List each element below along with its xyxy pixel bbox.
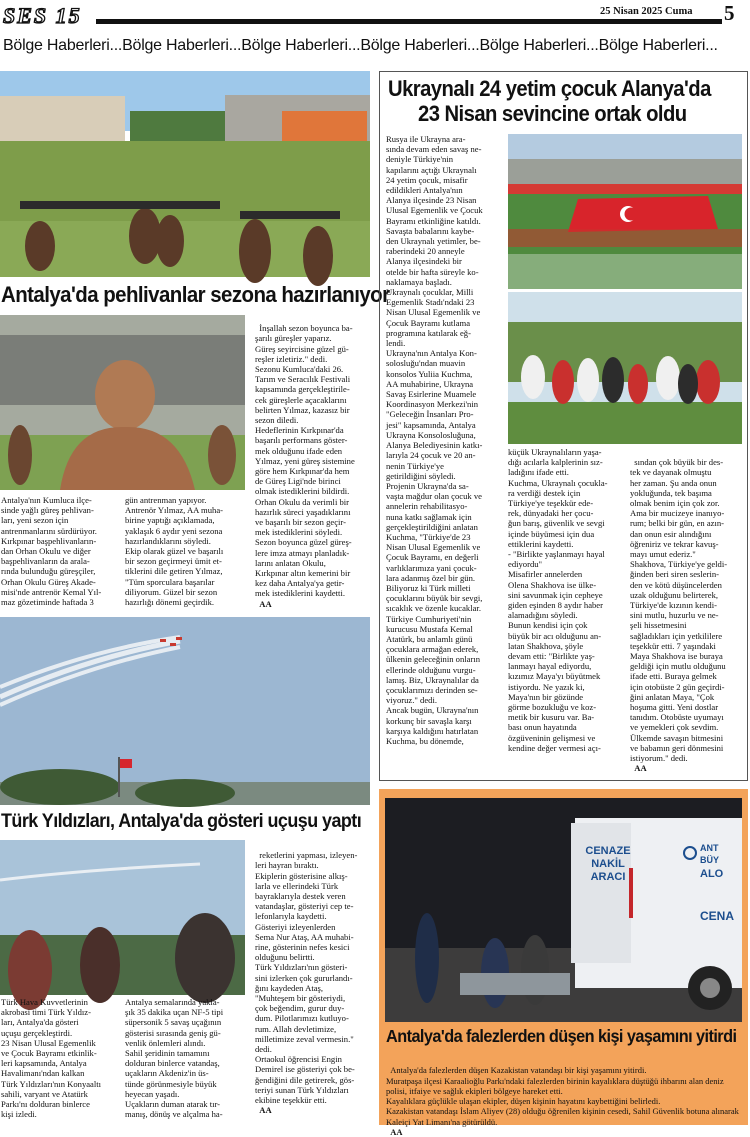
wrestler-portrait-photo <box>0 315 245 490</box>
masthead-rule <box>96 19 722 24</box>
wrestling-column-2: gün antrenman yapıyor. Antrenör Yılmaz, AA muha- birine yaptığı açıklamada, yaklaşık 6 aydır yeni sezona hazırlandıklarını söyledi. Ekip olarak güzel ve başarılı bir sezon geçirmeyi ümit et- tiklerini dile getiren Yılmaz, "Tüm sporculara başarılar diliyorum. Güzel bir sezon hazırlığı dönemi geçirdik. <box>125 495 224 608</box>
children-headline-line-2: 23 Nisan sevincine ortak oldu <box>418 101 687 126</box>
van-side-lettering <box>700 842 742 922</box>
stadium-flag-photo <box>508 134 742 289</box>
children-column-1: Rusya ile Ukrayna ara- sında devam eden savaş ne- deniyle Türkiye'nin kapılarını açtığı Ukraynalı 24 yetim çocuk, misafir edildikleri Antalya'nın Alanya ilçesinde 23 Nisan Ulusal Egemenlik ve Çocuk Bayramı etkinliğine katıldı. Savaşta babalarını kaybe- den Ukraynalı yetimler, be- raberindeki 20 anneyle Alanya ilçesindeki bir otelde bir hafta süreyle ko- naklamaya başladı. Ukraynalı çocuklar, Milli Egemenlik Stadı'ndaki 23 Nisan Ulusal Egemenlik ve Çocuk Bayramı kutlama programına katılarak eğ- lendi. Ukrayna'nın Antalya Kon- solosluğu'ndan muavin konsolos Yuliia Kuchma, AA muhabirine, Ukrayna Savaş Esirlerine Muamele Koordinasyon Merkezi'nin "Geleceğin İnsanları Pro- jesi" kapsamında, Antalya Ukrayna Konsolosluğuna, Alanya Belediyesinin katkı- larıyla 24 çocuk ve 20 an- nenin Türkiye'ye getirildiğini söyledi. Projenin Ukrayna'da sa- vaşta mağdur olan çocuk ve annelerin rehabilitasyo- nuna katkı sağlamak için gerçekleştirildiğini anlatan Kuchma, "Türkiye'de 23 Nisan Ulusal Egemenlik ve Çocuk Bayramı, en değerli varlıklarımıza yani çocuk- lara adanmış özel bir gün. Biliyoruz ki Türk milleti çocuklarını büyük bir sevgi, sıcaklık ve özenle kucaklar. Türkiye Cumhuriyeti'nin kurucusu Mustafa Kemal Atatürk, bu anlamlı günü çocuklara armağan ederek, ülkenin geleceğinin onların ellerinde olduğunu vurgu- lamış. Biz, Ukraynalılar da çocuklarımızı derinden se- viyoruz." dedi. Ancak bugün, Ukrayna'nın korkunç bir savaşla karşı karşıya kaldığını hatırlatan Kuchma, bu dönemde, <box>386 134 483 746</box>
wrestling-headline: Antalya'da pehlivanlar sezona hazırlanıyor <box>1 282 390 307</box>
turk-stars-source: AA <box>259 1105 272 1116</box>
children-headline-line-1: Ukraynalı 24 yetim çocuk Alanya'da <box>388 76 711 101</box>
page-label: SES 15 <box>3 3 82 28</box>
wrestling-column-3-text: İnşallah sezon boyunca ba- şarılı güreşler yaparız. Güreş seyircisine güzel gü- reşler izletiriz." dedi. Sezonu Kumluca'daki 26. Tarım ve Seracılık Festivali kapsamında gerçekleştirile- cek güreşlerle açacaklarını belirten Yılmaz, kazasız bir sezon diledi. Hedeflerinin Kırkpınar'da başarılı performans göster- mek olduğunu ifade eden Yılmaz, yeni güreş sistemine göre hem Kırkpınar'da hem de Güreş Ligi'nde birinci olmak istediklerini bildirdi. Orhan Okulu da verimli bir hazırlık süreci yaşadıklarını ve başarılı bir sezon geçir- mek istediklerini söyledi. Sezon boyunca güzel güreş- lere imza atmayı planladık- larını anlatan Okulu, Kırkpınar altın kemerini bir kez daha Antalya'ya getir- mek istediklerini kaydetti. <box>255 323 355 599</box>
turk-stars-column-1: Türk Hava Kuvvetlerinin akrobasi timi Türk Yıldız- ları, Antalya'da gösteri uçuşu gerçekleştirdi. 23 Nisan Ulusal Egemenlik ve Çocuk Bayramı etkinlik- leri kapsamında, Antalya Havalimanı'ndan kalkan Türk Yıldızları'nın Konyaaltı sahili, varyant ve Atatürk Parkı'nı dolduran binlerce kişi izledi. <box>1 997 102 1120</box>
wrestling-column-3 <box>255 313 375 613</box>
wrestlers-photo <box>0 71 370 277</box>
cliff-headline: Antalya'da falezlerden düşen kişi yaşamını yitirdi <box>386 1026 737 1046</box>
funeral-vehicle-photo <box>385 798 742 1022</box>
van-side-line-1: ANT <box>700 843 719 853</box>
turk-stars-column-3-text: reketlerini yapması, izleyen- leri hayran bıraktı. Ekiplerin gösterisine alkış- larla ve ellerindeki Türk bayraklarıyla destek veren vatandaşlar, gösteriyi cep te- lefonlarıyla kaydetti. Gösteriyi izleyenlerden Sema Nur Ataş, AA muhabi- rine, gösterinin nefes kesici olduğunu belirtti. Türk Yıldızları'nın gösteri- sini izlerken çok gururlandı- ğını kaydeden Ataş, "Muhteşem bir gösteriydi, çok beğendim, gurur duy- dum. Pilotlarımızı kutluyo- rum. Allah devletimize, milletimize zeval vermesin." dedi. Ortaokul öğrencisi Engin Demirel ise gösteriyi çok be- ğendiğini dile getirerek, gös- teriyi sunan Türk Yıldızları ekibine teşekkür etti. <box>255 850 358 1106</box>
page-number: 5 <box>724 1 735 25</box>
cliff-source: AA <box>390 1127 403 1137</box>
van-sign-line-3: ARACI <box>590 871 626 883</box>
cliff-body-text: Antalya'da falezlerden düşen Kazakistan vatandaşı bir kişi yaşamını yitirdi. Muratpaşa ilçesi Karaalioğlu Parkı'ndaki falezlerden birinin kayalıklara düştüğü ihbarını alan deniz polisi, itfaiye ve sağlık ekipleri bölgeye hareket etti. Kayalıklara güçlükle ulaşan ekipler, düşen kişinin hayatını kaybettiğini belirledi. Kazakistan vatandaşı İslam Aliyev (28) olduğu öğrenilen kişinin cesedi, Sahil Güvenlik botuna alınarak Kaleiçi Yat Limanı'na götürüldü. <box>386 1065 739 1127</box>
masthead <box>0 0 750 32</box>
jets-photo <box>0 617 370 805</box>
children-column-2: küçük Ukraynalıların yaşa- dığı acılarla kalplerinin sız- ladığını ifade etti. Kuchma, Ukraynalı çocukla- ra verdiği destek için Türkiye'ye teşekkür ede- rek, dünyadaki her çocu- ğun barış, güvenlik ve sevgi içinde büyümesi için dua ettiklerini kaydetti. - "Birlikte yaşlanmayı hayal ediyordu" Misafirler annelerden Olena Shakhova ise ülke- sini savunmak için cepheye giden eşinden 8 aydır haber alamadığını söyledi. Bunun kendisi için çok büyük bir acı olduğunu an- latan Shakhova, şöyle devam etti: "Birlikte yaş- lanmayı hayal ediyordu, kızımız Maya'yı büyütmek istiyordu. Ne yazık ki, Maya'nın bir gözünde görme bozukluğu ve koz- metik bir kusuru var. Ba- bası onun hayatında özgüveninin gelişmesi ve kendine değer vermesi açı- <box>508 447 608 753</box>
van-rear-sign <box>577 845 639 884</box>
spectators-photo <box>0 840 245 995</box>
van-sign-line-1: CENAZE <box>585 845 631 857</box>
issue-date: 25 Nisan 2025 Cuma <box>600 6 693 17</box>
cliff-body <box>386 1055 744 1137</box>
van-side-line-4: CENA <box>700 909 735 923</box>
wrestling-column-1: Antalya'nın Kumluca ilçe- sinde yağlı güreş pehlivan- ları, yeni sezon için antrenmanlarını sürdürüyor. Kırkpınar başpehlivanların- dan Orhan Okulu ve diğer başpehlivanların da arala- rında bulunduğu güreşçiler, Orhan Okulu Güreş Akade- misi'nde antrenör Kemal Yıl- maz gözetiminde haftada 3 <box>1 495 102 608</box>
turk-stars-headline: Türk Yıldızları, Antalya'da gösteri uçuşu yaptı <box>1 810 362 832</box>
children-source: AA <box>634 763 647 774</box>
van-sign-line-2: NAKİL <box>591 858 625 870</box>
turk-stars-column-3 <box>255 840 375 1125</box>
van-side-line-3: ALO <box>700 868 724 880</box>
children-group-photo <box>508 292 742 444</box>
children-column-3 <box>630 447 745 779</box>
van-side-line-2: BÜY <box>700 855 720 865</box>
section-banner: Bölge Haberleri...Bölge Haberleri...Bölge Haberleri...Bölge Haberleri...Bölge Haberleri...Bölge Haberleri... <box>3 37 718 54</box>
turk-stars-column-2: Antalya semalarında yakla- şık 35 dakika uçan NF-5 tipi süpersonik 5 savaş uçağının gösterisi sırasında geniş gü- venlik önlemleri alındı. Sahil şeridinin tamamını dolduran binlerce vatandaş, uçakların Akdeniz'in üs- tünde görünmesiyle büyük heyecan yaşadı. Uçakların duman atarak tır- manış, dönüş ve alçalma ha- <box>125 997 224 1120</box>
van-municipality-logo <box>683 846 697 860</box>
wrestling-source: AA <box>259 598 272 609</box>
children-column-3-text: sından çok büyük bir des- tek ve dayanak olmuştu her zaman. Şu anda onun yokluğunda, tek başıma olmak benim için çok zor. Ama bir mucizeye inanıyo- rum; belki bir gün, en azın- dan onun esir alındığını öğreniriz ve tekrar kavuş- mayı umut ederiz." Shakhova, Türkiye'ye geldi- ğinden beri siren seslerin- den ve kötü düşüncelerden uzak olduğunu belirterek, Türkiye'de kızının kendi- sini mutlu, huzurlu ve ne- şeli hissetmesini sağladıkları için yetkililere teşekkür etti. 7 yaşındaki Maya Shakhova ise buraya geldiği için mutlu olduğunu ifade etti. Buraya gelmek için otobüste 2 gün geçirdi- ğini anlatan Maya, "Çok hoşuma gitti. Yeni dostlar tanıdım. Otobüste uyumayı ve yemekleri çok sevdim. Ülkemde savaşın bitmesini ve babamın geri dönmesini istiyorum." dedi. <box>630 457 728 764</box>
